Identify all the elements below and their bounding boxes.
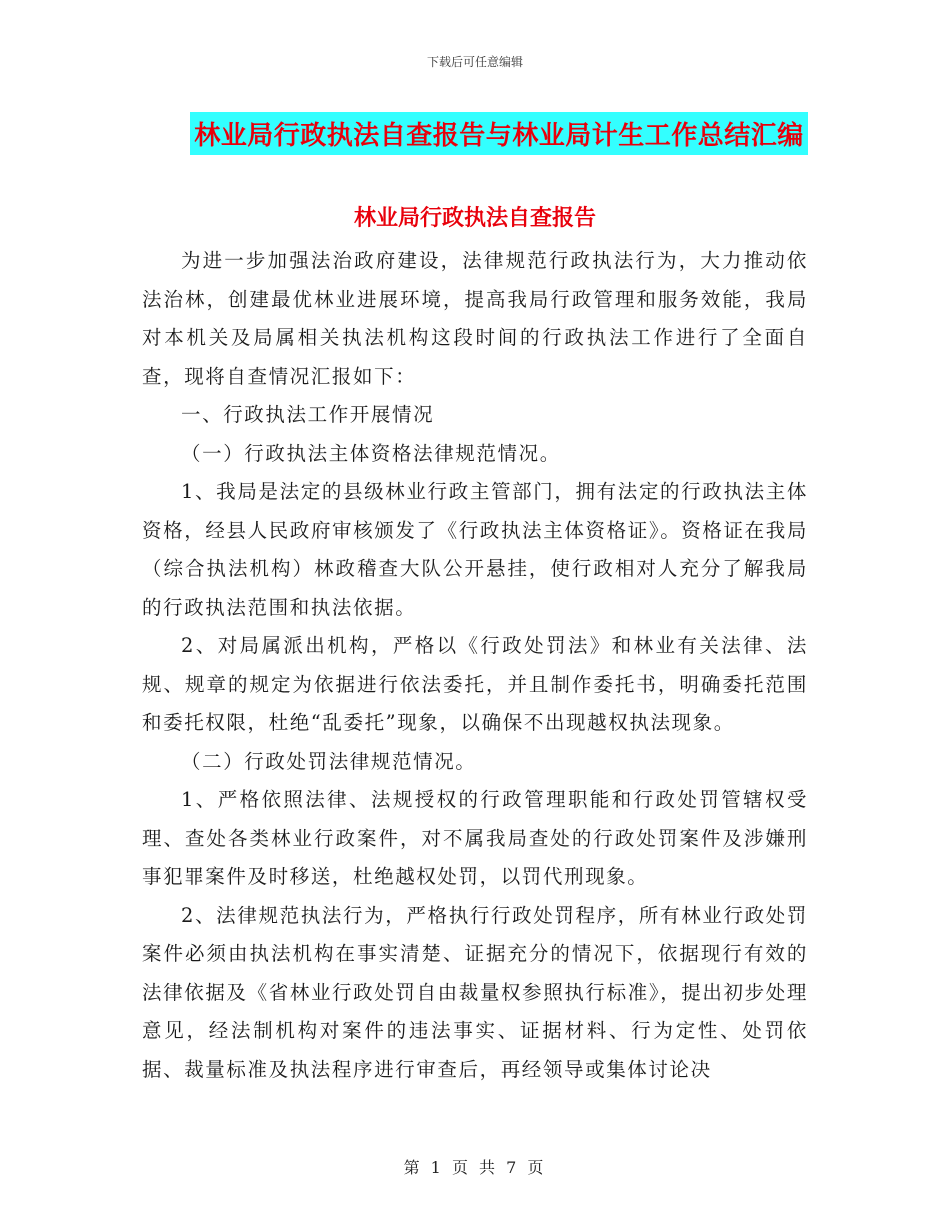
heading-level-2-subject: （一）行政执法主体资格法律规范情况。 bbox=[181, 441, 561, 465]
page-footer: 第 1 页 共 7 页 bbox=[403, 1158, 547, 1177]
paragraph-intro: 为进一步加强法治政府建设，法律规范行政执法行为，大力推动依法治林，创建最优林业进展环境，提高我局行政管理和服务效能，我局对本机关及局属相关执法机构这段时间的行政执法工作进行了全面自查，现将自查情况汇报如下： bbox=[142, 249, 808, 388]
paragraph-penalty-item-2: 2、法律规范执法行为，严格执行行政处罚程序，所有林业行政处罚案件必须由执法机构在事实清楚、证据充分的情况下，依据现行有效的法律依据及《省林业行政处罚自由裁量权参照执行标准》，提出初步处理意见，经法制机构对案件的违法事实、证据材料、行为定性、处罚依据、裁量标准及执法程序进行审查后，再经领导或集体讨论决 bbox=[142, 903, 808, 1081]
heading-level-1: 一、行政执法工作开展情况 bbox=[181, 403, 435, 426]
header-note: 下载后可任意编辑 bbox=[426, 55, 523, 69]
document-title-container bbox=[0, 112, 950, 155]
document-body bbox=[142, 242, 808, 1089]
document-title: 林业局行政执法自查报告与林业局计生工作总结汇编 bbox=[190, 112, 808, 155]
paragraph-item-1: 1、我局是法定的县级林业行政主管部门，拥有法定的行政执法主体资格，经县人民政府审核颁发了《行政执法主体资格证》。资格证在我局（综合执法机构）林政稽查大队公开悬挂，使行政相对人充分了解我局的行政执法范围和执法依据。 bbox=[142, 480, 808, 619]
heading-level-2-penalty: （二）行政处罚法律规范情况。 bbox=[181, 749, 477, 773]
paragraph-item-2: 2、对局属派出机构，严格以《行政处罚法》和林业有关法律、法规、规章的规定为依据进行依法委托，并且制作委托书，明确委托范围和委托权限，杜绝“乱委托”现象，以确保不出现越权执法现象。 bbox=[142, 634, 808, 734]
paragraph-penalty-item-1: 1、严格依照法律、法规授权的行政管理职能和行政处罚管辖权受理、查处各类林业行政案件，对不属我局查处的行政处罚案件及涉嫌刑事犯罪案件及时移送，杜绝越权处罚，以罚代刑现象。 bbox=[142, 788, 808, 888]
section-title: 林业局行政执法自查报告 bbox=[353, 206, 596, 231]
